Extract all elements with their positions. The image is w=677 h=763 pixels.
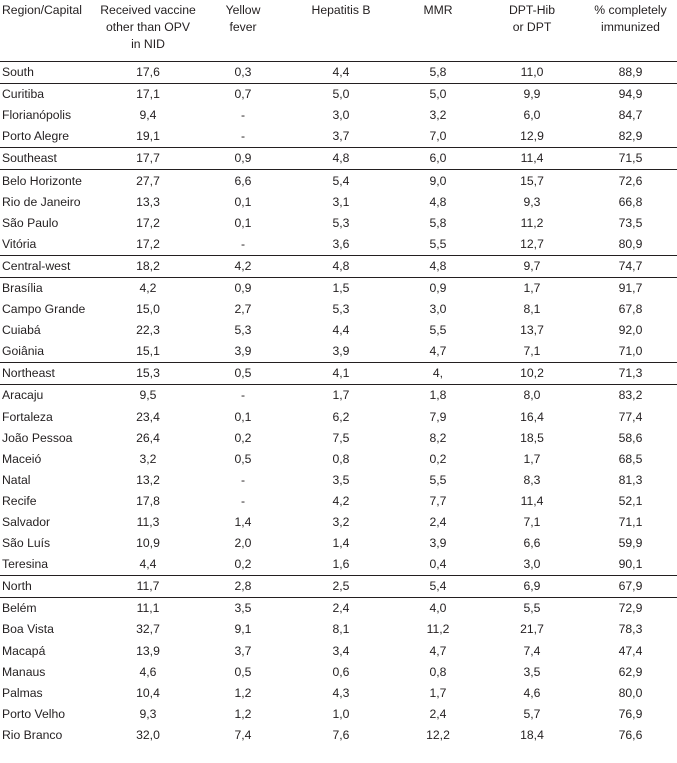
table-cell: 3,5 [332, 472, 350, 487]
table-cell: 9,1 [234, 622, 252, 637]
capital-row [0, 170, 677, 192]
table-cell: 12,7 [520, 236, 544, 251]
table-cell: 5,5 [429, 236, 447, 251]
header-yellow-fever [200, 0, 286, 62]
header-dpt [480, 0, 584, 62]
table-cell: 9,0 [429, 173, 447, 188]
table-cell: 66,8 [618, 194, 643, 209]
row-label: South [0, 62, 96, 84]
table-cell: 2,4 [332, 601, 350, 616]
table-cell: 17,6 [96, 62, 200, 84]
header-line: or DPT [512, 20, 552, 34]
row-label: Rio de Janeiro [2, 194, 81, 209]
table-cell: 1,7 [429, 685, 447, 700]
table-cell: 17,7 [96, 148, 200, 170]
table-cell: 13,7 [520, 323, 544, 338]
row-label: João Pessoa [2, 430, 73, 445]
table-cell: 62,9 [618, 664, 643, 679]
table-cell: 8,1 [523, 302, 541, 317]
table-cell: 7,4 [523, 643, 541, 658]
row-label: Southeast [0, 148, 96, 170]
table-cell: 4,6 [139, 664, 157, 679]
row-label: Maceió [2, 451, 42, 466]
table-cell: 7,4 [234, 727, 252, 742]
table-cell: 59,9 [618, 536, 643, 551]
table-cell: 80,0 [618, 685, 643, 700]
table-cell: 3,7 [234, 643, 252, 658]
table-cell: 17,2 [136, 236, 160, 251]
table-cell: 3,7 [332, 129, 350, 144]
table-cell: 1,0 [332, 706, 350, 721]
capital-row [0, 512, 677, 533]
table-cell: 67,9 [584, 576, 677, 598]
table-cell: 13,3 [136, 194, 160, 209]
table-cell: 7,9 [429, 409, 447, 424]
region-row [0, 255, 677, 277]
table-cell: 5,0 [429, 87, 447, 102]
row-label: Campo Grande [2, 302, 86, 317]
table-cell: 8,2 [429, 430, 447, 445]
table-cell: 1,7 [523, 280, 541, 295]
table-cell: 27,7 [136, 173, 160, 188]
table-cell: 7,6 [332, 727, 350, 742]
row-label: Palmas [2, 685, 43, 700]
header-row [0, 0, 677, 62]
capital-row [0, 683, 677, 704]
row-label: Fortaleza [2, 409, 53, 424]
table-body [0, 62, 677, 747]
row-label: Vitória [2, 236, 37, 251]
capital-row [0, 407, 677, 428]
region-row [0, 148, 677, 170]
row-label: Cuiabá [2, 323, 41, 338]
capital-row [0, 105, 677, 126]
table-cell: 18,4 [520, 727, 544, 742]
table-cell: - [240, 472, 246, 487]
header-other-vaccine [96, 0, 200, 62]
table-cell: - [240, 236, 246, 251]
header-region-capital [0, 0, 96, 62]
table-cell: 4,8 [429, 194, 447, 209]
capital-row [0, 277, 677, 299]
row-label: Porto Alegre [2, 129, 70, 144]
capital-row [0, 126, 677, 148]
table-cell: 1,4 [234, 515, 252, 530]
table-cell: 19,1 [136, 129, 160, 144]
table-cell: 4,4 [332, 323, 350, 338]
table-cell: 5,3 [234, 323, 252, 338]
header-line: MMR [423, 3, 453, 17]
table-cell: 11,1 [136, 601, 160, 616]
table-cell: 3,1 [332, 194, 350, 209]
table-cell: 11,3 [136, 515, 160, 530]
header-line: fever [229, 20, 257, 34]
table-cell: 3,0 [429, 302, 447, 317]
table-cell: 2,8 [200, 576, 286, 598]
table-cell: 3,0 [523, 557, 541, 572]
table-cell: 1,7 [332, 388, 350, 403]
table-cell: 4,7 [429, 643, 447, 658]
table-cell: 7,0 [429, 129, 447, 144]
row-label: Boa Vista [2, 622, 54, 637]
table-cell: 0,9 [200, 148, 286, 170]
row-label: Macapá [2, 643, 46, 658]
table-cell: 17,2 [136, 215, 160, 230]
table-cell: 0,5 [234, 451, 252, 466]
table-cell: 13,9 [136, 643, 160, 658]
table-cell: 1,5 [332, 280, 350, 295]
table-cell: 7,7 [429, 493, 447, 508]
table-cell: 11,2 [520, 215, 544, 230]
table-cell: 78,3 [618, 622, 643, 637]
table-cell: 71,3 [584, 363, 677, 385]
table-cell: 4,2 [139, 280, 157, 295]
row-label: Brasília [2, 280, 43, 295]
table-cell: 7,1 [523, 515, 541, 530]
table-cell: 18,5 [520, 430, 544, 445]
table-cell: 17,1 [136, 87, 160, 102]
table-cell: 4,2 [332, 493, 350, 508]
table-cell: 4,4 [286, 62, 396, 84]
header-line: Received vaccine [100, 3, 196, 17]
table-cell: 71,0 [618, 344, 643, 359]
table-cell: - [240, 493, 246, 508]
table-cell: 11,4 [480, 148, 584, 170]
row-label: Goiânia [2, 344, 45, 359]
table-cell: 0,1 [234, 215, 252, 230]
table-cell: 52,1 [618, 493, 643, 508]
capital-row [0, 341, 677, 363]
table-cell: 11,2 [426, 622, 450, 637]
capital-row [0, 662, 677, 683]
table-cell: 84,7 [618, 108, 643, 123]
table-cell: 1,2 [234, 706, 252, 721]
header-line: DPT-Hib [508, 3, 556, 17]
row-label: Manaus [2, 664, 46, 679]
table-cell: 9,9 [523, 87, 541, 102]
table-cell: 0,8 [332, 451, 350, 466]
table-cell: 47,4 [618, 643, 643, 658]
header-line: immunized [601, 20, 660, 34]
table-cell: 0,3 [200, 62, 286, 84]
table-cell: 2,0 [234, 536, 252, 551]
table-cell: 0,4 [429, 557, 447, 572]
table-cell: 72,6 [618, 173, 643, 188]
table-cell: 11,0 [480, 62, 584, 84]
table-cell: 15,7 [520, 173, 544, 188]
table-cell: 90,1 [618, 557, 643, 572]
row-label: São Luís [2, 536, 51, 551]
table-cell: 4,3 [332, 685, 350, 700]
row-label: São Paulo [2, 215, 59, 230]
table-cell: 12,9 [520, 129, 544, 144]
table-cell: 4,4 [139, 557, 157, 572]
table-cell: 72,9 [618, 601, 643, 616]
row-label: Northeast [0, 363, 96, 385]
table-cell: 2,7 [234, 302, 252, 317]
table-cell: 4,7 [429, 344, 447, 359]
capital-row [0, 533, 677, 554]
table-cell: 5,0 [332, 87, 350, 102]
table-cell: 0,9 [429, 280, 447, 295]
table-cell: 76,6 [618, 727, 643, 742]
table-cell: 8,3 [523, 472, 541, 487]
table-cell: 3,5 [234, 601, 252, 616]
table-cell: 1,4 [332, 536, 350, 551]
table-cell: 26,4 [136, 430, 160, 445]
capital-row [0, 213, 677, 234]
table-cell: 0,2 [234, 557, 252, 572]
table-cell: 3,5 [523, 664, 541, 679]
table-cell: 6,2 [332, 409, 350, 424]
table-cell: 74,7 [584, 255, 677, 277]
table-cell: 17,8 [136, 493, 160, 508]
table-cell: 5,7 [523, 706, 541, 721]
table-cell: 6,6 [523, 536, 541, 551]
table-cell: 32,7 [136, 622, 160, 637]
capital-row [0, 725, 677, 746]
row-label: Belém [2, 601, 37, 616]
table-cell: 3,2 [429, 108, 447, 123]
table-cell: 0,5 [234, 664, 252, 679]
table-cell: 4,0 [429, 601, 447, 616]
capital-row [0, 192, 677, 213]
table-cell: - [240, 108, 246, 123]
table-cell: 91,7 [618, 280, 643, 295]
table-cell: 5,5 [429, 323, 447, 338]
table-cell: 0,1 [234, 409, 252, 424]
header-line: other than OPV [105, 20, 190, 34]
row-label: Teresina [2, 557, 49, 572]
table-cell: 9,3 [523, 194, 541, 209]
capital-row [0, 554, 677, 576]
capital-row [0, 470, 677, 491]
table-cell: 73,5 [618, 215, 643, 230]
table-cell: 9,3 [139, 706, 157, 721]
table-cell: 4,8 [286, 148, 396, 170]
capital-row [0, 449, 677, 470]
table-cell: 11,7 [96, 576, 200, 598]
table-cell: 21,7 [520, 622, 544, 637]
row-label: Florianópolis [2, 108, 72, 123]
table-cell: 4,8 [396, 255, 480, 277]
table-cell: 5,3 [332, 215, 350, 230]
table-cell: 11,4 [520, 493, 544, 508]
table-cell: 1,6 [332, 557, 350, 572]
table-cell: 12,2 [426, 727, 450, 742]
table-cell: 13,2 [136, 472, 160, 487]
row-label: Salvador [2, 515, 51, 530]
table-cell: 4, [396, 363, 480, 385]
table-cell: 5,4 [332, 173, 350, 188]
table-cell: 5,3 [332, 302, 350, 317]
table-cell: 1,8 [429, 388, 447, 403]
table-cell: 3,9 [332, 344, 350, 359]
table-cell: 0,8 [429, 664, 447, 679]
table-cell: 5,5 [429, 472, 447, 487]
table-cell: 32,0 [136, 727, 160, 742]
table-cell: 81,3 [618, 472, 643, 487]
table-cell: 23,4 [136, 409, 160, 424]
table-cell: 2,5 [286, 576, 396, 598]
row-label: Aracaju [2, 388, 44, 403]
table-cell: 15,0 [136, 302, 160, 317]
table-cell: - [240, 129, 246, 144]
table-cell: 67,8 [618, 302, 643, 317]
table-cell: 4,2 [200, 255, 286, 277]
row-label: Natal [2, 472, 31, 487]
table-cell: 7,1 [523, 344, 541, 359]
table-cell: 15,3 [96, 363, 200, 385]
table-cell: 3,2 [139, 451, 157, 466]
table-cell: 77,4 [618, 409, 643, 424]
capital-row [0, 234, 677, 256]
table-cell: 71,5 [584, 148, 677, 170]
row-label: Central-west [0, 255, 96, 277]
capital-row [0, 641, 677, 662]
region-row [0, 62, 677, 84]
table-cell: 83,2 [618, 388, 643, 403]
table-cell: 92,0 [618, 323, 643, 338]
table-cell: 94,9 [618, 87, 643, 102]
region-row [0, 576, 677, 598]
table-cell: 22,3 [136, 323, 160, 338]
capital-row [0, 491, 677, 512]
table-cell: 1,7 [523, 451, 541, 466]
capital-row [0, 84, 677, 106]
table-cell: 0,5 [200, 363, 286, 385]
table-cell: 9,5 [139, 388, 157, 403]
capital-row [0, 598, 677, 620]
table-cell: 9,7 [480, 255, 584, 277]
capital-row [0, 299, 677, 320]
table-cell: 3,9 [234, 344, 252, 359]
table-header [0, 0, 677, 62]
table-cell: 6,0 [396, 148, 480, 170]
table-cell: 88,9 [584, 62, 677, 84]
table-cell: 0,1 [234, 194, 252, 209]
capital-row [0, 704, 677, 725]
header-line: % completely [594, 3, 667, 17]
table-cell: 3,9 [429, 536, 447, 551]
table-cell: 10,2 [480, 363, 584, 385]
table-cell: 0,9 [234, 280, 252, 295]
table-cell: 15,1 [136, 344, 160, 359]
row-label: Curitiba [2, 87, 44, 102]
table-cell: 9,4 [139, 108, 157, 123]
table-cell: 2,4 [429, 706, 447, 721]
table-cell: 7,5 [332, 430, 350, 445]
header-line: Yellow [225, 3, 261, 17]
table-cell: 1,2 [234, 685, 252, 700]
table-cell: 3,2 [332, 515, 350, 530]
table-cell: 80,9 [618, 236, 643, 251]
header-hepatitis-b [286, 0, 396, 62]
table-cell: 2,4 [429, 515, 447, 530]
table-cell: 58,6 [618, 430, 643, 445]
table-cell: 0,7 [234, 87, 252, 102]
table-cell: 3,0 [332, 108, 350, 123]
table-cell: 5,5 [523, 601, 541, 616]
row-label: Rio Branco [2, 727, 63, 742]
table-cell: 3,4 [332, 643, 350, 658]
table-cell: 6,0 [523, 108, 541, 123]
table-cell: 5,4 [396, 576, 480, 598]
row-label: North [0, 576, 96, 598]
table-cell: 0,2 [234, 430, 252, 445]
table-cell: 0,6 [332, 664, 350, 679]
table-cell: 0,2 [429, 451, 447, 466]
table-cell: 4,1 [286, 363, 396, 385]
table-cell: 10,4 [136, 685, 160, 700]
header-line: Hepatitis B [311, 3, 371, 17]
capital-row [0, 320, 677, 341]
table-cell: 18,2 [96, 255, 200, 277]
header-line: Region/Capital [2, 3, 82, 17]
capital-row [0, 428, 677, 449]
table-cell: 4,6 [523, 685, 541, 700]
header-line: in NID [131, 37, 165, 51]
table-cell: 76,9 [618, 706, 643, 721]
table-cell: - [240, 388, 246, 403]
header-mmr [396, 0, 480, 62]
row-label: Belo Horizonte [2, 173, 82, 188]
row-label: Porto Velho [2, 706, 66, 721]
header-completely-immunized [584, 0, 677, 62]
table-cell: 71,1 [618, 515, 643, 530]
table-cell: 6,6 [234, 173, 252, 188]
table-cell: 8,1 [332, 622, 350, 637]
table-cell: 10,9 [136, 536, 160, 551]
table-cell: 5,8 [396, 62, 480, 84]
capital-row [0, 385, 677, 407]
capital-row [0, 619, 677, 640]
table-cell: 3,6 [332, 236, 350, 251]
table-cell: 4,8 [286, 255, 396, 277]
table-cell: 82,9 [618, 129, 643, 144]
table-cell: 8,0 [523, 388, 541, 403]
table-cell: 68,5 [618, 451, 643, 466]
table-cell: 16,4 [520, 409, 544, 424]
table-cell: 6,9 [480, 576, 584, 598]
row-label: Recife [2, 493, 37, 508]
table-cell: 5,8 [429, 215, 447, 230]
region-row [0, 363, 677, 385]
